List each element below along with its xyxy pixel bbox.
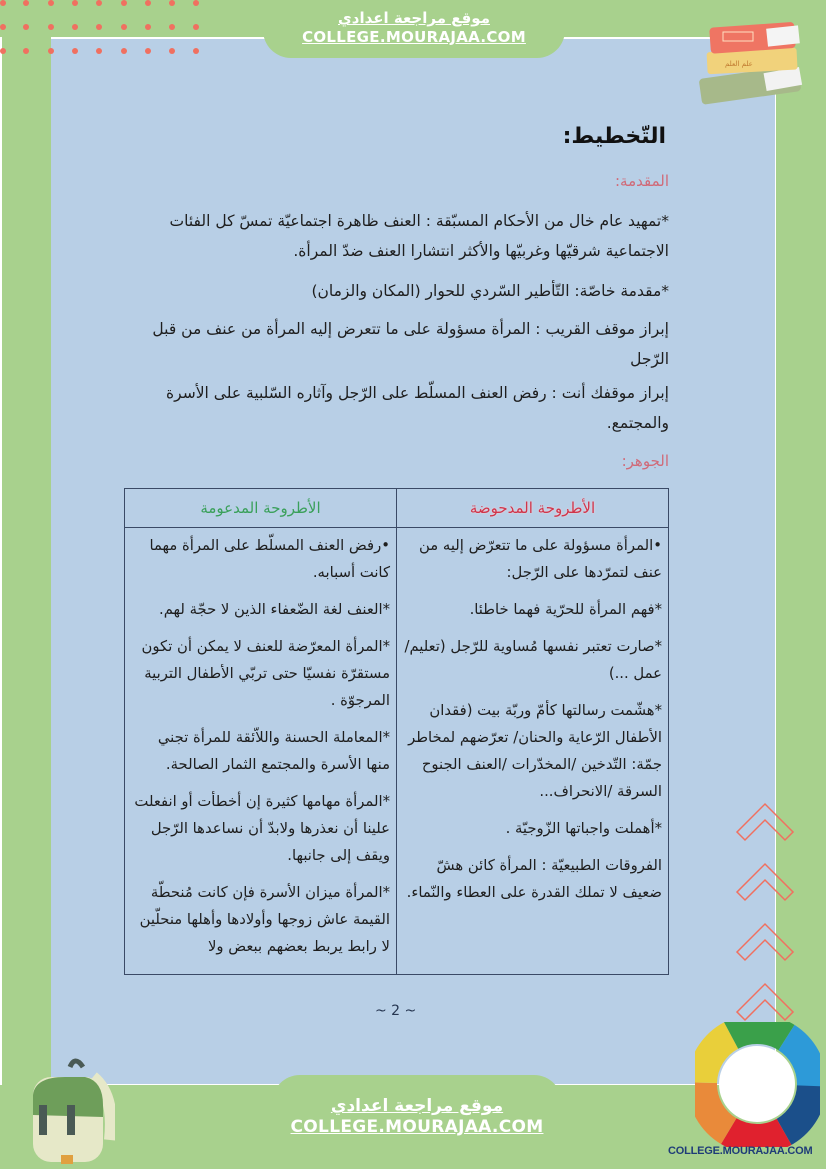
thesis-comparison-table bbox=[124, 488, 669, 975]
refuted-item: *هشّمت رسالتها كأمّ وربّة بيت (فقدان الأطفال الرّعاية والحنان/ تعرّضهم لمخاطر جمّة: التّدخين /المخدّرات /العنف الجنوح السرقة /الانحراف... bbox=[408, 702, 662, 800]
svg-text:علم العلم: علم العلم bbox=[725, 60, 753, 68]
site-name-arabic[interactable]: موقع مراجعة اعدادي bbox=[338, 9, 490, 27]
supported-thesis-cell bbox=[125, 528, 397, 975]
site-banner-top[interactable] bbox=[263, 0, 565, 58]
page-title: التّخطيط: bbox=[562, 124, 666, 149]
refuted-item: •المرأة مسؤولة على ما تتعرّض إليه من عنف لتمرّدها على الرّجل: bbox=[419, 537, 662, 581]
supported-thesis-header: الأطروحة المدعومة bbox=[125, 489, 397, 528]
refuted-thesis-cell bbox=[397, 528, 669, 975]
refuted-thesis-header: الأطروحة المدحوضة bbox=[397, 489, 669, 528]
intro-heading: المقدمة: bbox=[614, 172, 669, 190]
refuted-item: *فهم المرأة للحرّية فهما خاطئا. bbox=[469, 601, 662, 618]
backpack-icon bbox=[15, 1055, 115, 1165]
intro-paragraph-own-stance: إبراز موقفك أنت : رفض العنف المسلّط على الرّجل وآثاره السّلبية على الأسرة والمجتمع. bbox=[166, 384, 669, 432]
intro-paragraph-relative-stance: إبراز موقف القريب : المرأة مسؤولة على ما تتعرض إليه المرأة من عنف من قبل الرّجل bbox=[152, 320, 669, 368]
supported-item: *العنف لغة الضّعفاء الذين لا حجّة لهم. bbox=[159, 601, 390, 618]
site-banner-bottom[interactable] bbox=[272, 1075, 562, 1169]
supported-item: *المرأة مهامها كثيرة إن أخطأت أو انفعلت علينا أن نعذرها ولابدّ أن نساعدها الرّجل ويقف إلى جانبها. bbox=[134, 793, 390, 864]
chevron-up-decoration-icon bbox=[735, 790, 795, 1040]
footer-site-url-link[interactable]: COLLEGE.MOURAJAA.COM bbox=[290, 1117, 544, 1137]
education-wheel-logo-icon bbox=[695, 1022, 820, 1147]
page-number: ~ 2 ~ bbox=[375, 1003, 417, 1019]
site-url-link[interactable]: COLLEGE.MOURAJAA.COM bbox=[302, 28, 526, 46]
supported-item: *المرأة المعرّضة للعنف لا يمكن أن تكون مستقرّة نفسيّا حتى تربّي الأطفال التربية المرجوّة . bbox=[141, 638, 390, 709]
books-icon bbox=[695, 10, 815, 105]
supported-item: •رفض العنف المسلّط على المرأة مهما كانت أسبابه. bbox=[149, 537, 390, 581]
refuted-item: *صارت تعتبر نفسها مُساوية للرّجل (تعليم/عمل ...) bbox=[404, 638, 662, 682]
supported-item: *المعاملة الحسنة واللاّئقة للمرأة تجني منها الأسرة والمجتمع الثمار الصالحة. bbox=[157, 729, 390, 773]
dot-pattern-decoration bbox=[0, 0, 210, 56]
body-heading: الجوهر: bbox=[621, 452, 669, 470]
refuted-item: *أهملت واجباتها الزّوجيّة . bbox=[505, 820, 662, 837]
refuted-item: الفروقات الطبيعيّة : المرأة كائن هشّ ضعيف لا تملك القدرة على العطاء والنّماء. bbox=[406, 857, 662, 901]
supported-item: *المرأة ميزان الأسرة فإن كانت مُنحطّة القيمة عاش زوجها وأولادها وأهلها منحلّين لا رابط يربط بعضهم ببعض ولا bbox=[139, 884, 390, 955]
logo-caption: COLLEGE.MOURAJAA.COM bbox=[668, 1145, 813, 1157]
intro-paragraph-specific: *مقدمة خاصّة: التّأطير السّردي للحوار (المكان والزمان) bbox=[311, 282, 669, 300]
footer-site-name-arabic[interactable]: موقع مراجعة اعدادي bbox=[330, 1096, 504, 1116]
intro-paragraph-general: *تمهيد عام خال من الأحكام المسبّقة : العنف ظاهرة اجتماعيّة تمسّ كل الفئات الاجتماعية شرقيّها وغربيّها والأكثر انتشارا العنف ضدّ المرأة. bbox=[169, 212, 669, 260]
left-border-strip bbox=[2, 37, 51, 1087]
